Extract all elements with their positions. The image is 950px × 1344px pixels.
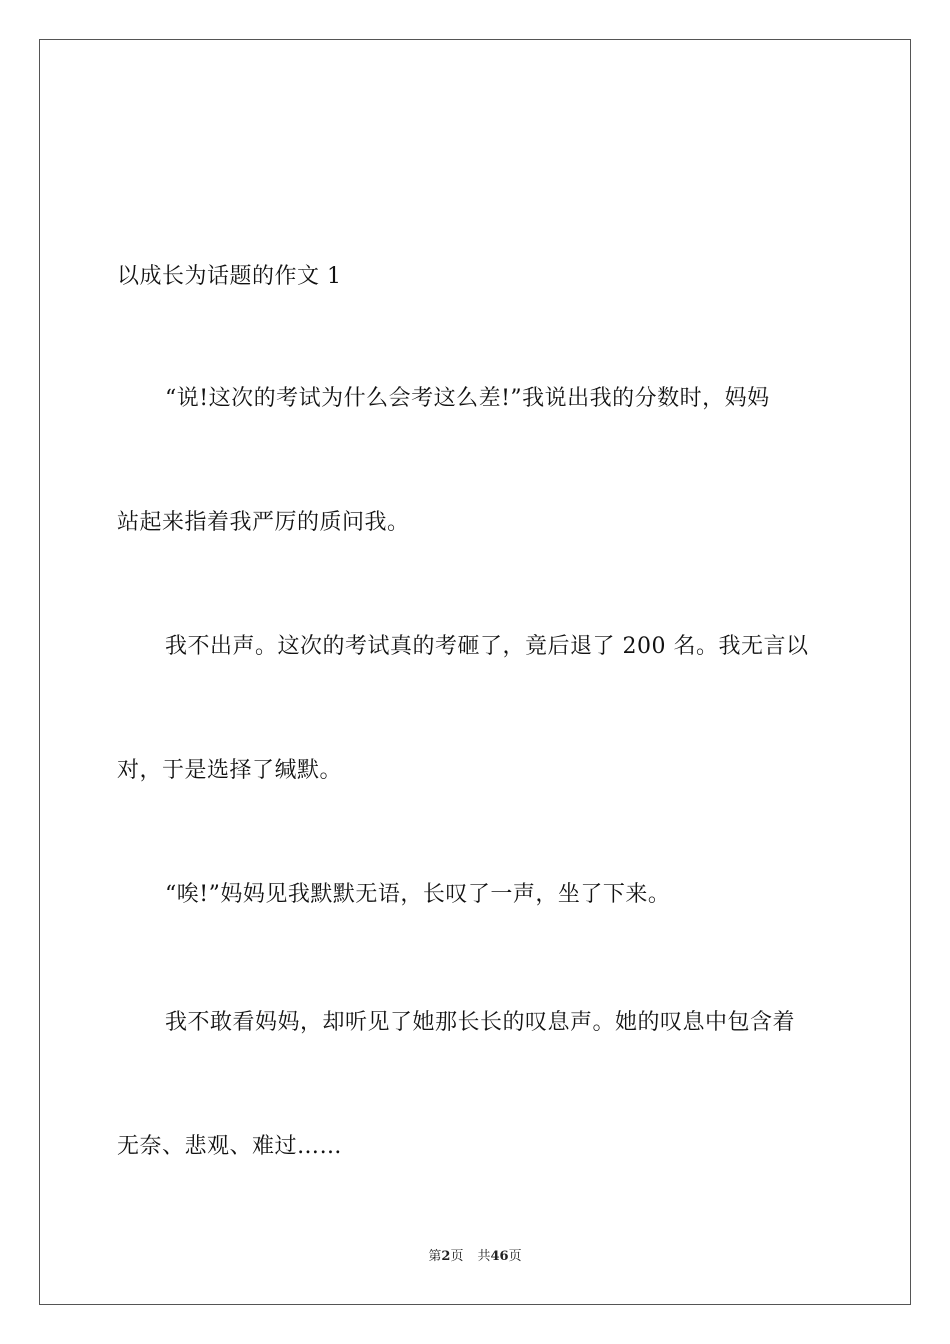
paragraph-line: 无奈、悲观、难过…… xyxy=(117,1134,343,1159)
page-suffix: 页 xyxy=(450,1249,464,1264)
page-number: 2 xyxy=(441,1249,451,1264)
total-prefix: 共 xyxy=(477,1249,491,1264)
total-pages: 46 xyxy=(490,1249,509,1264)
page-border xyxy=(39,39,911,1305)
page-footer xyxy=(0,1249,950,1265)
page-prefix: 第 xyxy=(428,1249,442,1264)
document-title: 以成长为话题的作文 1 xyxy=(117,264,342,289)
paragraph-line: 我不敢看妈妈，却听见了她那长长的叹息声。她的叹息中包含着 xyxy=(165,1010,796,1035)
paragraph-line: “唉!”妈妈见我默默无语，长叹了一声，坐了下来。 xyxy=(165,882,671,907)
paragraph-line: 站起来指着我严厉的质问我。 xyxy=(117,510,410,535)
paragraph-line: 我不出声。这次的考试真的考砸了，竟后退了 200 名。我无言以 xyxy=(165,634,809,659)
paragraph-line: “说!这次的考试为什么会考这么差!”我说出我的分数时，妈妈 xyxy=(165,386,770,411)
total-suffix: 页 xyxy=(508,1249,522,1264)
paragraph-line: 对，于是选择了缄默。 xyxy=(117,758,343,783)
